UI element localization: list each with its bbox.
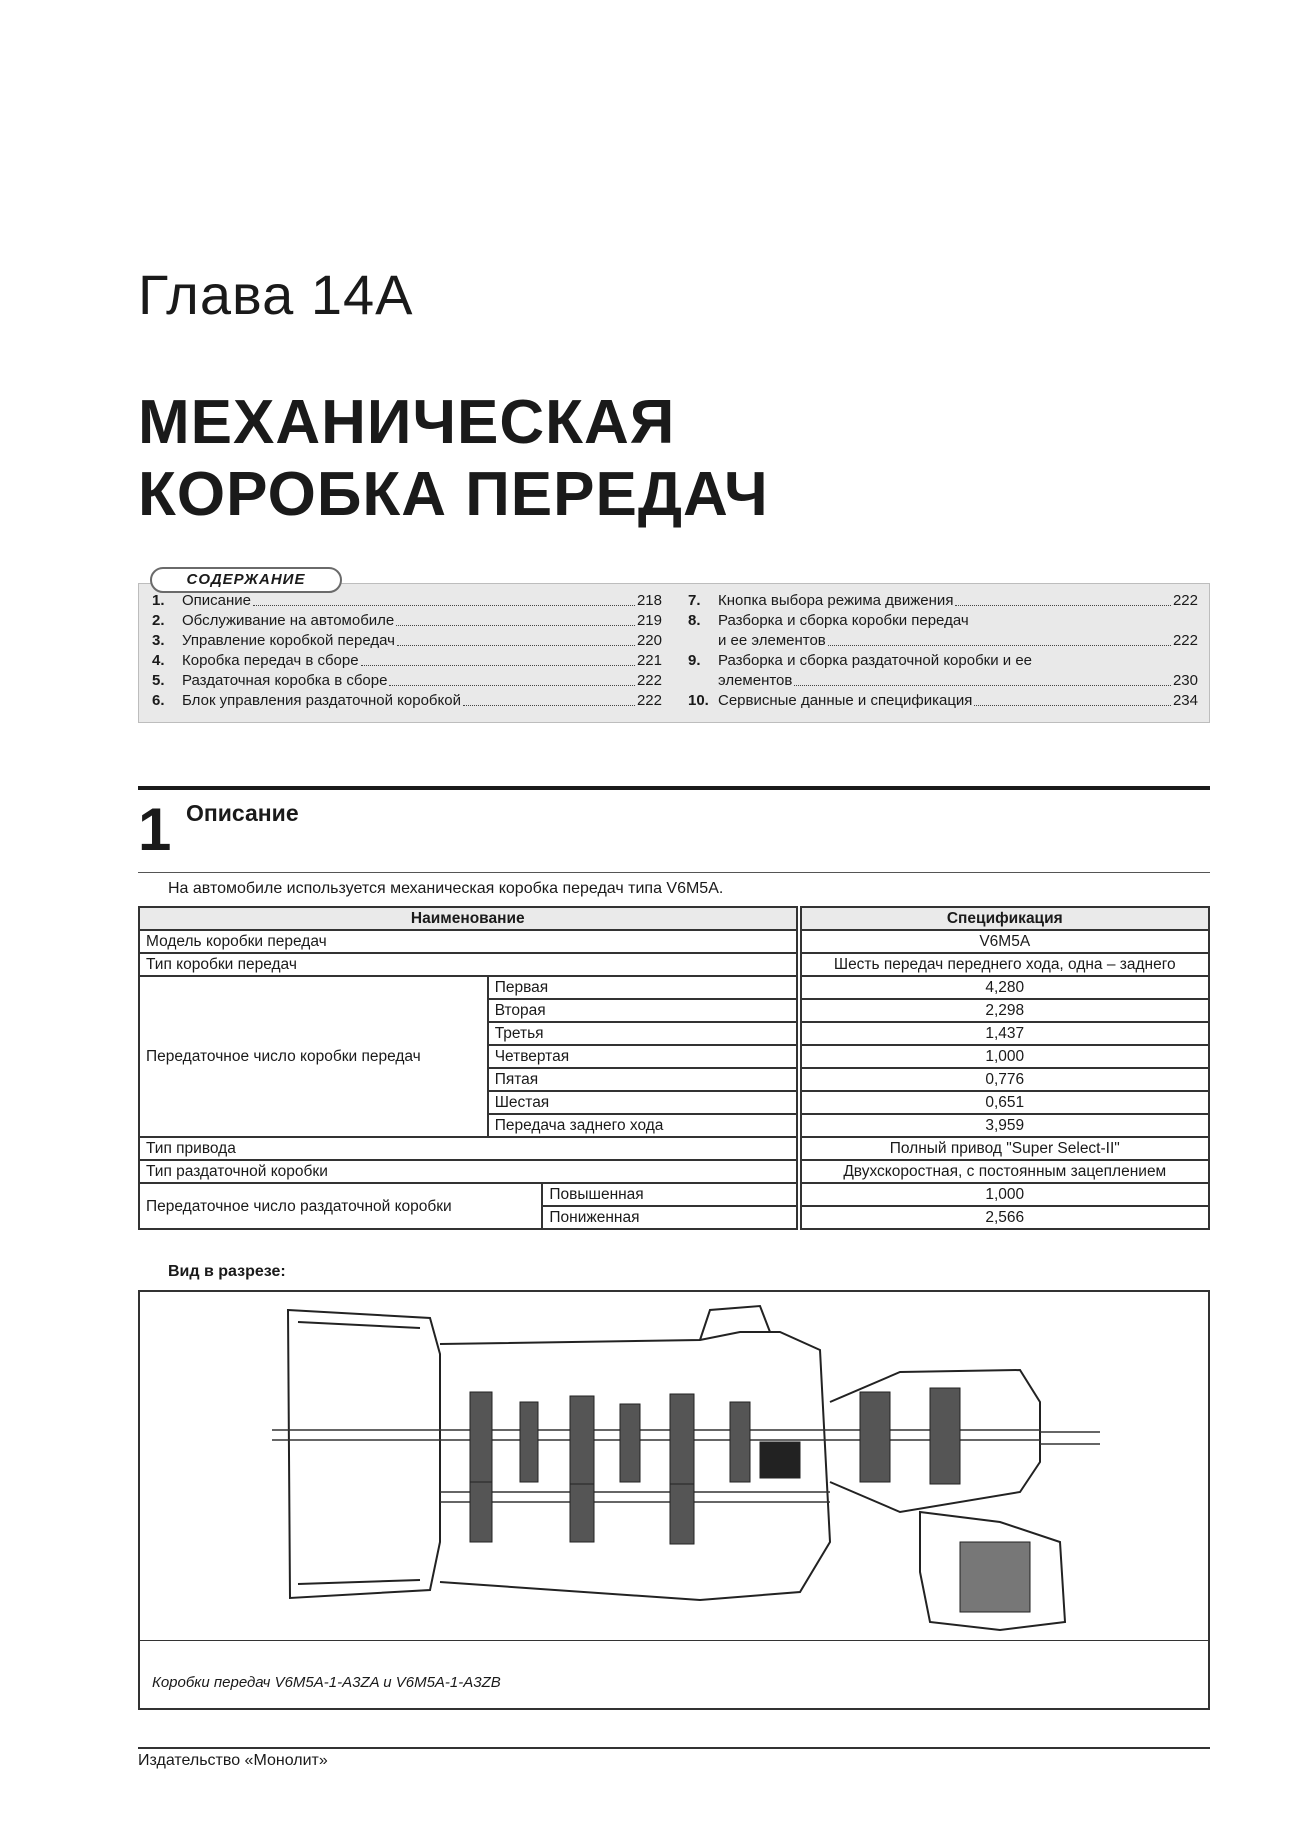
toc-item-text: Кнопка выбора режима движения bbox=[718, 592, 954, 609]
toc-item-number: 10. bbox=[688, 692, 709, 709]
gear-value: 1,000 bbox=[801, 1045, 1209, 1068]
table-header-row bbox=[139, 907, 1209, 930]
chapter-title-line2: КОРОБКА ПЕРЕДАЧ bbox=[138, 460, 769, 529]
toc-leader bbox=[974, 705, 1171, 706]
toc-item-number: 7. bbox=[688, 592, 701, 609]
section-top-rule bbox=[138, 786, 1210, 790]
toc-leader bbox=[397, 645, 635, 646]
toc-item-text: Раздаточная коробка в сборе bbox=[182, 672, 388, 689]
toc-item[interactable] bbox=[688, 651, 1198, 671]
gear-name: Вторая bbox=[488, 999, 797, 1022]
toc-item-number: 3. bbox=[152, 632, 165, 649]
toc-item-number: 2. bbox=[152, 612, 165, 629]
transfer-ratio-label: Передаточное число раздаточной коробки bbox=[139, 1183, 542, 1229]
toc-item-text: Разборка и сборка раздаточной коробки и ее bbox=[718, 652, 1033, 669]
row-value: Двухскоростная, с постоянным зацеплением bbox=[801, 1160, 1209, 1183]
row-value: Полный привод "Super Select-II" bbox=[801, 1137, 1209, 1160]
toc-item-text: Коробка передач в сборе bbox=[182, 652, 359, 669]
toc-item-text: Сервисные данные и спецификация bbox=[718, 692, 973, 709]
section-bottom-rule bbox=[138, 872, 1210, 873]
header-spec: Спецификация bbox=[801, 907, 1209, 930]
transmission-cutaway-drawing bbox=[140, 1292, 1208, 1638]
toc-item[interactable] bbox=[152, 591, 662, 611]
row-label: Тип коробки передач bbox=[139, 953, 797, 976]
section-title: Описание bbox=[186, 800, 299, 826]
toc-item-page: 230 bbox=[1172, 672, 1198, 689]
gear-name: Шестая bbox=[488, 1091, 797, 1114]
gear-name: Пятая bbox=[488, 1068, 797, 1091]
figure-separator bbox=[138, 1640, 1210, 1641]
toc-item-number: 1. bbox=[152, 592, 165, 609]
toc-leader bbox=[463, 705, 635, 706]
table-row bbox=[139, 953, 1209, 976]
toc-item-number: 4. bbox=[152, 652, 165, 669]
toc-item-number: 5. bbox=[152, 672, 165, 689]
transfer-gear-value: 2,566 bbox=[801, 1206, 1209, 1229]
toc-item[interactable] bbox=[688, 611, 1198, 631]
ratio-label: Передаточное число коробки передач bbox=[139, 976, 488, 1137]
publisher-footer: Издательство «Монолит» bbox=[138, 1752, 328, 1769]
toc-item[interactable] bbox=[152, 651, 662, 671]
toc-item[interactable] bbox=[152, 611, 662, 631]
toc-item-page: 222 bbox=[636, 672, 662, 689]
toc-item[interactable] bbox=[688, 691, 1198, 711]
chapter-number: Глава 14А bbox=[138, 263, 414, 326]
gear-value: 4,280 bbox=[801, 976, 1209, 999]
gear-name: Четвертая bbox=[488, 1045, 797, 1068]
spec-table bbox=[138, 906, 1210, 1230]
cross-section-figure bbox=[138, 1290, 1210, 1710]
toc-leader bbox=[396, 625, 635, 626]
gear-name: Третья bbox=[488, 1022, 797, 1045]
row-value: V6M5A bbox=[801, 930, 1209, 953]
table-row bbox=[139, 1137, 1209, 1160]
toc-item-text: Описание bbox=[182, 592, 252, 609]
toc-item-text: Блок управления раздаточной коробкой bbox=[182, 692, 461, 709]
toc-item-number: 6. bbox=[152, 692, 165, 709]
gear-value: 0,776 bbox=[801, 1068, 1209, 1091]
transfer-gear-name: Повышенная bbox=[542, 1183, 796, 1206]
toc-item[interactable] bbox=[152, 691, 662, 711]
section-number: 1 bbox=[138, 796, 172, 863]
toc-leader bbox=[361, 665, 635, 666]
toc-leader bbox=[955, 605, 1171, 606]
toc-leader bbox=[794, 685, 1171, 686]
toc-left-column bbox=[152, 591, 662, 711]
toc-item-page: 218 bbox=[636, 592, 662, 609]
toc-item-page: 222 bbox=[1172, 592, 1198, 609]
transfer-gear-name: Пониженная bbox=[542, 1206, 796, 1229]
gear-name: Передача заднего хода bbox=[488, 1114, 797, 1137]
toc-item-text: элементов bbox=[718, 672, 793, 689]
toc-item-continued[interactable] bbox=[688, 631, 1198, 651]
row-label: Тип раздаточной коробки bbox=[139, 1160, 797, 1183]
figure-caption: Коробки передач V6M5A-1-A3ZA и V6M5A-1-A3ZB bbox=[152, 1674, 501, 1691]
toc-item-page: 222 bbox=[1172, 632, 1198, 649]
toc-item[interactable] bbox=[152, 631, 662, 651]
row-value: Шесть передач переднего хода, одна – заднего bbox=[801, 953, 1209, 976]
toc-right-column bbox=[688, 591, 1198, 711]
table-row bbox=[139, 1183, 1209, 1206]
toc-item-page: 221 bbox=[636, 652, 662, 669]
toc-item-text: Управление коробкой передач bbox=[182, 632, 395, 649]
toc-item[interactable] bbox=[152, 671, 662, 691]
row-label: Модель коробки передач bbox=[139, 930, 797, 953]
gear-value: 1,437 bbox=[801, 1022, 1209, 1045]
toc-item-number: 8. bbox=[688, 612, 701, 629]
toc-item-page: 219 bbox=[636, 612, 662, 629]
header-name: Наименование bbox=[139, 907, 797, 930]
toc-item-page: 222 bbox=[636, 692, 662, 709]
table-row bbox=[139, 1160, 1209, 1183]
footer-rule bbox=[138, 1747, 1210, 1749]
toc-item-text: и ее элементов bbox=[718, 632, 826, 649]
table-row bbox=[139, 976, 1209, 999]
gear-name: Первая bbox=[488, 976, 797, 999]
toc-leader bbox=[253, 605, 635, 606]
gear-value: 3,959 bbox=[801, 1114, 1209, 1137]
gear-value: 0,651 bbox=[801, 1091, 1209, 1114]
toc-item[interactable] bbox=[688, 591, 1198, 611]
toc-item-text: Обслуживание на автомобиле bbox=[182, 612, 395, 629]
toc-label: СОДЕРЖАНИЕ bbox=[150, 567, 342, 593]
toc-item-page: 234 bbox=[1172, 692, 1198, 709]
toc-item-text: Разборка и сборка коробки передач bbox=[718, 612, 969, 629]
gear-value: 2,298 bbox=[801, 999, 1209, 1022]
intro-text: На автомобиле используется механическая коробка передач типа V6M5A. bbox=[168, 880, 724, 897]
cross-section-label: Вид в разрезе: bbox=[168, 1263, 286, 1280]
toc-leader bbox=[389, 685, 635, 686]
chapter-title-line1: МЕХАНИЧЕСКАЯ bbox=[138, 388, 676, 457]
row-label: Тип привода bbox=[139, 1137, 797, 1160]
toc-leader bbox=[828, 645, 1171, 646]
toc-item-number: 9. bbox=[688, 652, 701, 669]
toc-item-page: 220 bbox=[636, 632, 662, 649]
toc-item-continued[interactable] bbox=[688, 671, 1198, 691]
table-row bbox=[139, 930, 1209, 953]
transfer-gear-value: 1,000 bbox=[801, 1183, 1209, 1206]
